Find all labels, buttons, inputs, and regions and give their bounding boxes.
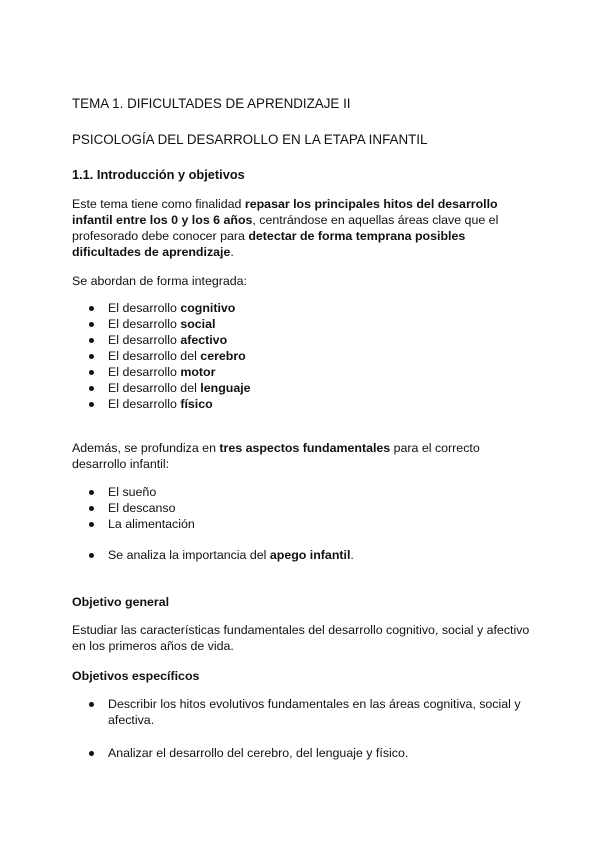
specific-objectives-heading: Objetivos específicos [72,669,200,683]
list-item: La alimentación [72,516,532,532]
list-item: Describir los hitos evolutivos fundamentales en las áreas cognitiva, social y afectiva. [72,696,532,728]
intro-text-2: , centrándose en aquellas áreas clave que el profesorado debe conocer para [72,213,499,243]
integrated-intro: Se abordan de forma integrada: [72,274,247,288]
intro-text-3: . [230,245,234,259]
list-item: El desarrollo físico [72,396,532,412]
list-item: El desarrollo motor [72,364,532,380]
aspects-list [72,484,532,532]
list-item: El desarrollo del cerebro [72,348,532,364]
attachment-list [72,547,532,563]
list-item: El desarrollo del lenguaje [72,380,532,396]
list-item: El descanso [72,500,532,516]
section-heading: 1.1. Introducción y objetivos [72,167,245,182]
document-title: TEMA 1. DIFICULTADES DE APRENDIZAJE II [72,96,351,111]
specific-objectives-list [72,696,532,728]
intro-bold-2: detectar de forma temprana posibles dificultades de aprendizaje [72,229,466,259]
list-item: El desarrollo afectivo [72,332,532,348]
list-item: El desarrollo social [72,316,532,332]
general-objective-heading: Objetivo general [72,595,170,609]
list-item: El sueño [72,484,532,500]
fundamentals-paragraph: Además, se profundiza en tres aspectos fundamentales para el correcto desarrollo infantil: [72,441,480,471]
list-item: Se analiza la importancia del apego infantil. [72,547,532,563]
development-areas-list [72,300,532,412]
intro-bold-1: repasar los principales hitos del desarrollo infantil entre los 0 y los 6 años [72,197,498,227]
specific-objectives-list-2 [72,745,532,761]
document-subtitle: PSICOLOGÍA DEL DESARROLLO EN LA ETAPA INFANTIL [72,132,428,147]
intro-paragraph [72,196,532,260]
general-objective-text: Estudiar las características fundamentales del desarrollo cognitivo, social y afectivo en los primeros años de vida. [72,623,530,653]
intro-text-1: Este tema tiene como finalidad [72,197,245,211]
list-item: El desarrollo cognitivo [72,300,532,316]
list-item: Analizar el desarrollo del cerebro, del lenguaje y físico. [72,745,532,761]
